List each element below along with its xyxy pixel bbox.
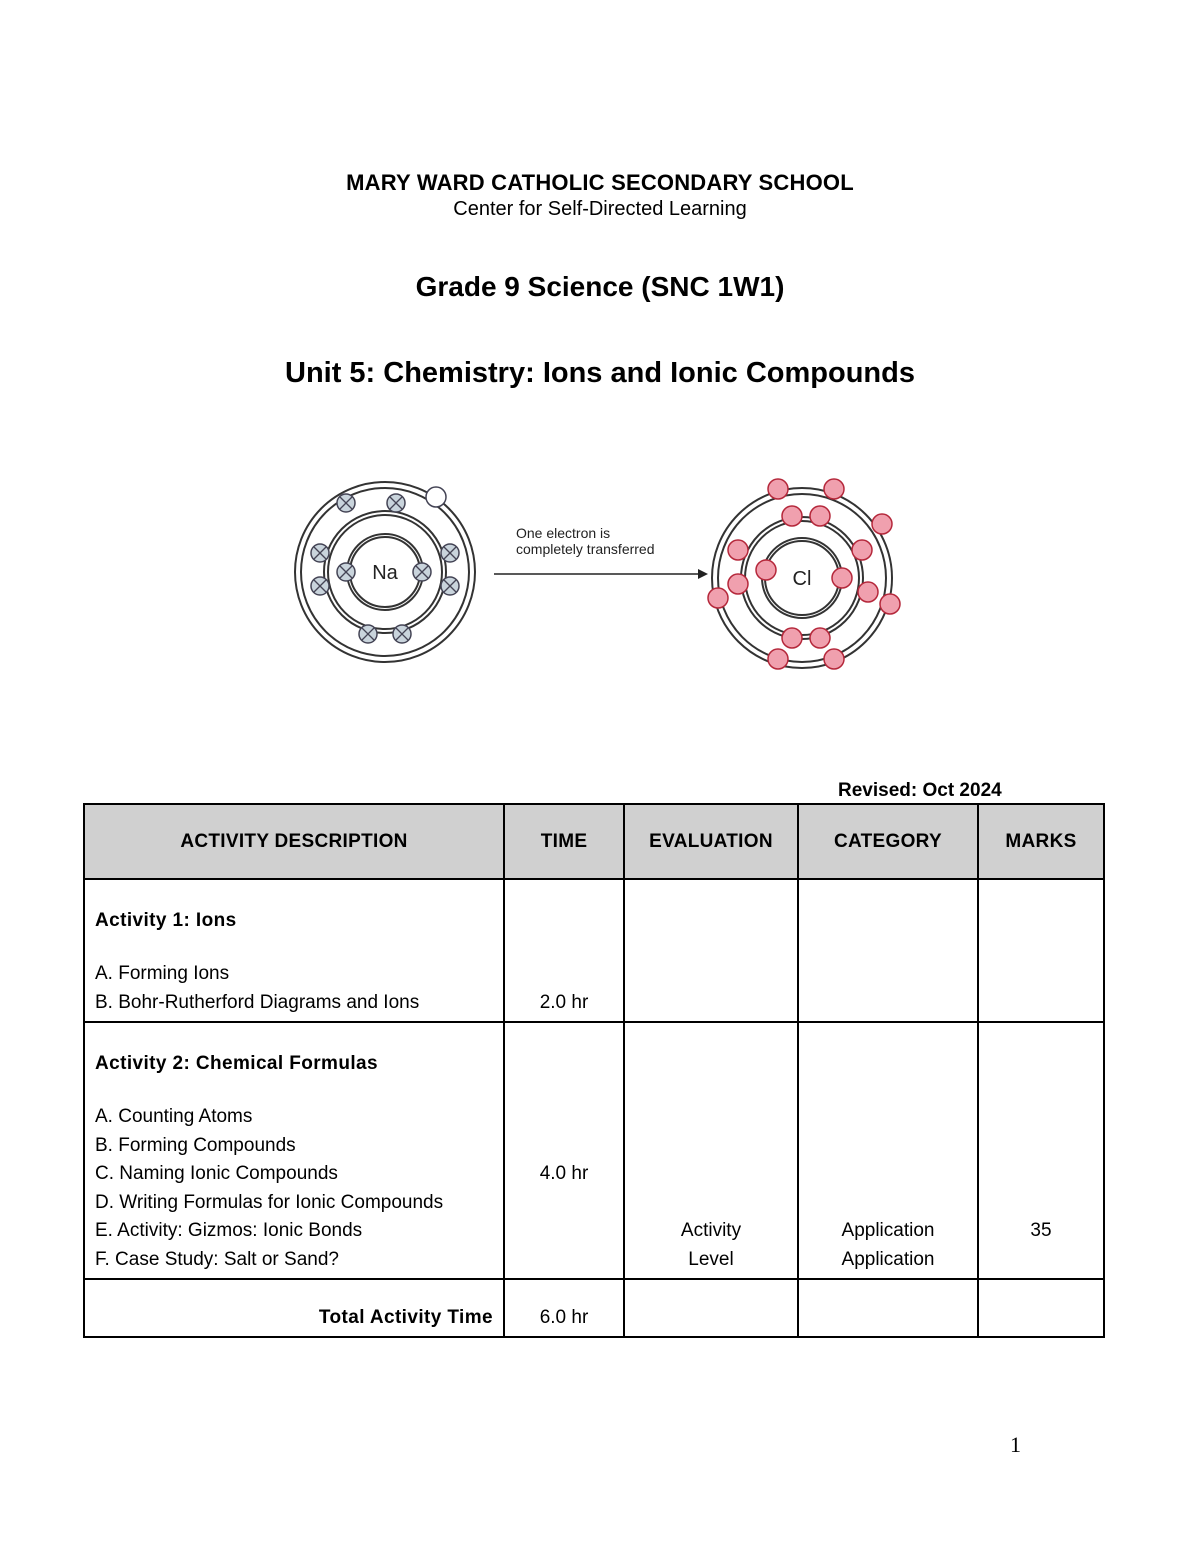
header-category: CATEGORY (798, 804, 978, 879)
list-item: F. Case Study: Salt or Sand? (95, 1248, 339, 1270)
chlorine-electron (708, 588, 728, 608)
activity1-category (798, 879, 978, 1022)
header-time: TIME (504, 804, 624, 879)
chlorine-electron (880, 594, 900, 614)
chlorine-electron (824, 479, 844, 499)
header-evaluation: EVALUATION (624, 804, 798, 879)
chlorine-electron (832, 568, 852, 588)
table-row (84, 1279, 1104, 1337)
chlorine-electron (824, 649, 844, 669)
activity2-category: Application Application (798, 1022, 978, 1279)
chlorine-electron (810, 628, 830, 648)
chlorine-electron (728, 540, 748, 560)
arrow-caption-line2: completely transferred (516, 541, 655, 557)
chlorine-electron (872, 514, 892, 534)
list-item: A. Counting Atoms (95, 1106, 253, 1127)
header-activity-description: ACTIVITY DESCRIPTION (84, 804, 504, 879)
chlorine-electron (768, 649, 788, 669)
activity1-marks (978, 879, 1104, 1022)
list-item: B. Bohr-Rutherford Diagrams and Ions (95, 991, 420, 1013)
list-item: C. Naming Ionic Compounds (95, 1163, 338, 1184)
activity2-time: 4.0 hr (504, 1022, 624, 1279)
total-evaluation-empty (624, 1279, 798, 1337)
chlorine-electron (768, 479, 788, 499)
activity1-time: 2.0 hr (504, 879, 624, 1022)
chlorine-electron (756, 560, 776, 580)
list-item: E. Activity: Gizmos: Ionic Bonds (95, 1220, 363, 1241)
sodium-symbol: Na (372, 562, 398, 584)
header-marks: MARKS (978, 804, 1104, 879)
activity1-evaluation (624, 879, 798, 1022)
total-marks-empty (978, 1279, 1104, 1337)
chlorine-electron (810, 506, 830, 526)
total-activity-time-value: 6.0 hr (504, 1279, 624, 1337)
activity2-marks: 35 (978, 1022, 1104, 1279)
total-category-empty (798, 1279, 978, 1337)
activity2-description (84, 1022, 504, 1279)
unit-title: Unit 5: Chemistry: Ions and Ionic Compounds (285, 357, 915, 389)
ionic-bond-diagram (280, 460, 920, 684)
transfer-arrow (494, 569, 708, 579)
activity2-evaluation: Activity Level (624, 1022, 798, 1279)
arrow-caption-line1: One electron is (516, 525, 611, 541)
school-name: MARY WARD CATHOLIC SECONDARY SCHOOL (346, 170, 854, 195)
chlorine-electron (782, 628, 802, 648)
activity1-title: Activity 1: Ions (95, 910, 237, 931)
revised-date: Revised: Oct 2024 (838, 780, 1002, 801)
chlorine-electron (852, 540, 872, 560)
page-number: 1 (1010, 1432, 1021, 1457)
total-activity-time-label: Total Activity Time (84, 1279, 504, 1337)
table-header-row (84, 804, 1104, 879)
activity2-title: Activity 2: Chemical Formulas (95, 1053, 378, 1074)
school-subtitle: Center for Self-Directed Learning (453, 198, 747, 220)
table-row (84, 1022, 1104, 1279)
chlorine-electron (728, 574, 748, 594)
list-item: B. Forming Compounds (95, 1134, 296, 1156)
chlorine-electron (782, 506, 802, 526)
chlorine-symbol: Cl (792, 568, 812, 590)
sodium-valence-electron (426, 487, 446, 507)
list-item: A. Forming Ions (95, 963, 230, 984)
chlorine-electron (858, 582, 878, 602)
course-title: Grade 9 Science (SNC 1W1) (415, 271, 785, 302)
list-item: D. Writing Formulas for Ionic Compounds (95, 1191, 444, 1213)
table-row (84, 879, 1104, 1022)
activity1-description (84, 879, 504, 1022)
activity-table (83, 803, 1105, 1338)
